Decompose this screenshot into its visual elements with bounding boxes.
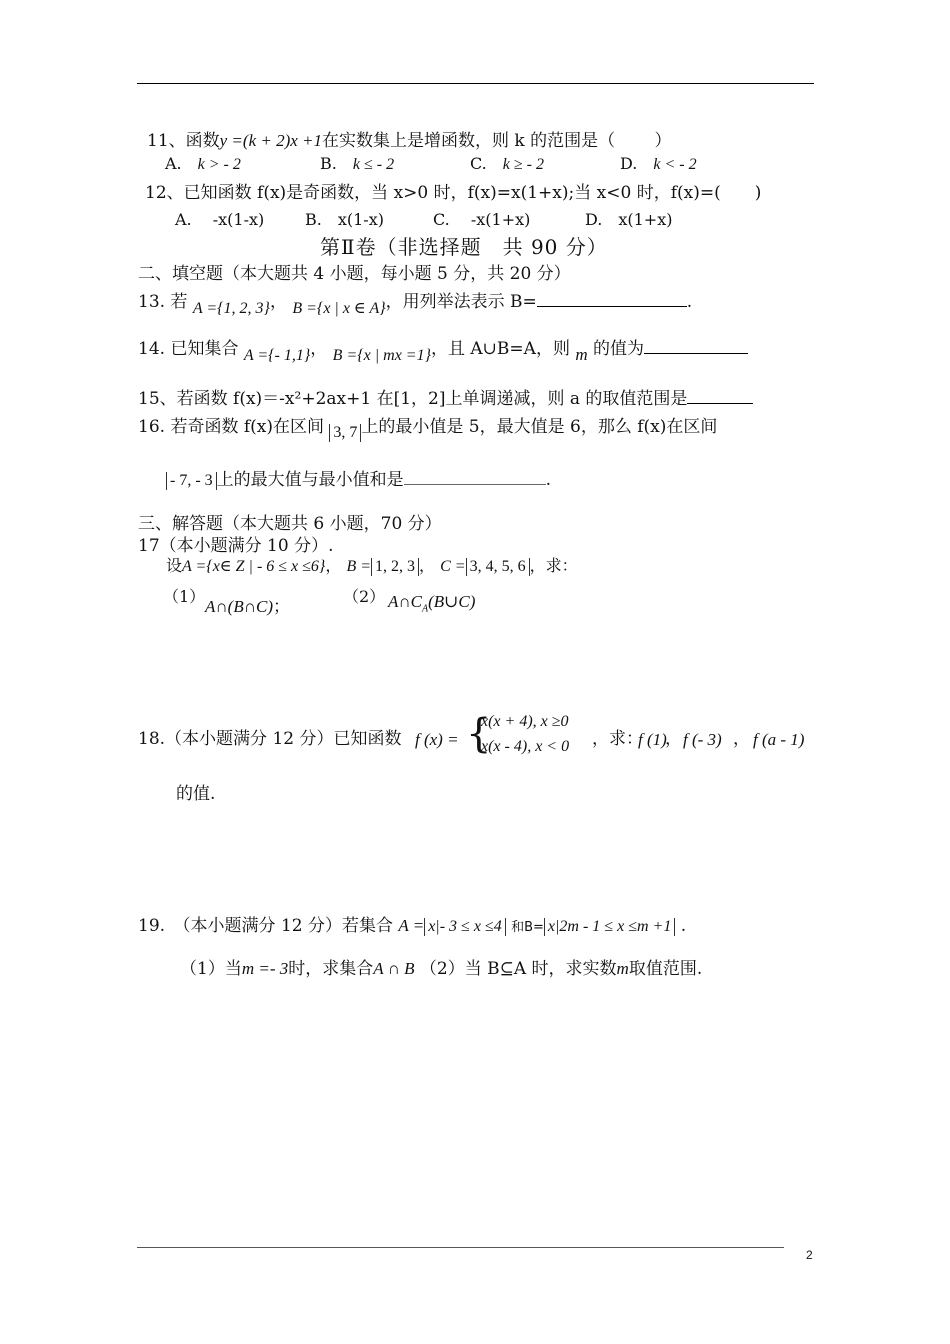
q19-part-1-c: A ∩ B (373, 959, 415, 978)
question-13 (138, 287, 693, 317)
q17-set-b-name: B = (346, 558, 372, 575)
q18-case-1: x(x + 4), x ≥0 (481, 713, 569, 730)
question-16-line-2 (166, 465, 551, 490)
q18-ask: ，求： (592, 729, 643, 749)
section-2-title: 第Ⅱ卷（非选择题 共 90 分） (320, 235, 608, 259)
solve-heading: 三、解答题（本大题共 6 小题，70 分） (138, 514, 442, 534)
q18-value-3: f (a - 1) (753, 730, 805, 749)
q18-sep-2: ， (733, 729, 750, 749)
footer-rule (137, 1247, 784, 1248)
question-16 (138, 412, 718, 441)
q19-part-2-m: m (616, 959, 629, 978)
q11-number: 11、函数 (147, 131, 220, 151)
q18-brace: { (466, 711, 492, 757)
q12-option-b: B. x(1-x) (305, 210, 384, 229)
q17-part-1: A∩(B∩C)； (205, 597, 290, 616)
q17-set-c-name: C = (440, 558, 466, 575)
q11-option-d: D. k < - 2 (620, 154, 697, 173)
question-14 (138, 334, 748, 364)
question-18 (138, 711, 828, 770)
q17-part-2-label: （2） (343, 587, 386, 606)
q17-comma-2: ， (419, 556, 436, 575)
question-11 (147, 126, 672, 151)
q16-end: . (545, 470, 552, 490)
q11-formula: y =(k + 2)x +1 (219, 131, 323, 150)
q11-option-b: B. k ≤ - 2 (320, 154, 395, 173)
q12-option-d: D. x(1+x) (585, 210, 673, 229)
q19-prefix: 19. （本小题满分 12 分）若集合 (138, 916, 393, 936)
q19-end: . (680, 916, 687, 936)
q17-set-b: 1, 2, 3 (371, 558, 419, 576)
q19-part-2-a: （2）当 B⊆A 时，求实数 (419, 959, 617, 979)
q19-part-1-b: 时，求集合 (288, 959, 374, 979)
q16-line-2-text: 上的最大值与最小值和是 (216, 470, 404, 490)
q17-part-1-label: （1） (163, 587, 206, 606)
question-15 (138, 384, 753, 409)
q11-text: 在实数集上是增函数，则 k 的范围是（ ） (322, 131, 672, 151)
q11-option-a: A. k > - 2 (165, 154, 241, 173)
q13-comma: ， (269, 292, 287, 312)
page-number: 2 (806, 1248, 813, 1262)
q19-part-2-b: 取值范围. (628, 959, 703, 979)
q19-set-b: x|2m - 1 ≤ x ≤m +1 (544, 918, 675, 936)
q16-interval-1: 3, 7 (329, 424, 361, 442)
q19-and-b: 和B= (511, 920, 544, 935)
q14-comma: ， (310, 339, 328, 359)
q18-value-2: f (- 3) (683, 730, 722, 749)
question-12: 12、已知函数 f(x)是奇函数，当 x>0 时，f(x)=x(1+x);当 x<0 时，f(x)=( ) (145, 183, 762, 203)
q13-prefix: 13. 若 (138, 292, 188, 312)
q17-comma-1: ， (325, 556, 342, 575)
q17-set-a: A ={x∈ Z | - 6 ≤ x ≤6} (182, 558, 326, 575)
q18-function-name: f (x) = (415, 730, 459, 749)
q16-answer-blank[interactable] (404, 484, 546, 485)
q13-suffix: ，用列举法表示 B= (385, 292, 537, 312)
fill-in-heading: 二、填空题（本大题共 4 小题，每小题 5 分，共 20 分） (138, 264, 571, 284)
q16-prefix: 16. 若奇函数 f(x)在区间 (138, 417, 324, 437)
q13-answer-blank[interactable] (537, 306, 687, 307)
question-18-line-2: 的值. (176, 784, 216, 804)
q19-part-1-m: m =- 3 (241, 959, 289, 978)
q14-mid: ，且 A∪B=A，则 (431, 339, 570, 359)
q18-prefix: 18.（本小题满分 12 分）已知函数 (138, 729, 402, 749)
question-17-parts (163, 584, 523, 614)
q14-m: m (575, 345, 588, 364)
q12-option-a: A. -x(1-x) (175, 210, 265, 229)
q16-interval-2: - 7, - 3 (166, 472, 217, 490)
header-rule (137, 83, 814, 84)
q14-suffix: 的值为 (593, 339, 645, 359)
q17-let: 设 (166, 556, 183, 575)
q13-set-a: A ={1, 2, 3} (192, 300, 270, 317)
q14-set-a: A ={- 1,1} (243, 347, 311, 364)
q18-sep-1: ， (665, 729, 682, 749)
q11-option-c: C. k ≥ - 2 (470, 154, 544, 173)
q14-answer-blank[interactable] (644, 353, 748, 354)
question-17-title: 17（本小题满分 10 分）. (138, 536, 334, 556)
q13-set-b: B ={x | x ∈ A} (292, 300, 386, 317)
question-17-sets (166, 553, 578, 576)
q18-case-2: x(x - 4), x < 0 (481, 738, 570, 755)
q17-ask: ，求： (529, 556, 578, 575)
q15-text: 15、若函数 f(x)＝-x²+2ax+1 在[1，2]上单调递减，则 a 的取值范围是 (138, 389, 688, 409)
q14-set-b: B ={x | mx =1} (332, 347, 431, 364)
q19-set-a-name: A = (398, 916, 425, 935)
q15-answer-blank[interactable] (687, 403, 753, 404)
question-19-parts (180, 954, 702, 979)
q16-suffix: 上的最小值是 5，最大值是 6，那么 f(x)在区间 (361, 417, 718, 437)
q17-set-c: 3, 4, 5, 6 (466, 558, 530, 576)
q18-value-1: f (1) (638, 730, 667, 749)
question-19 (138, 911, 686, 936)
q19-set-a: x|- 3 ≤ x ≤4 (424, 918, 506, 936)
q12-option-c: C. -x(1+x) (433, 210, 531, 229)
q17-part-2: $A\cap C_A(B\cup C)$ (388, 592, 476, 615)
q19-part-1-a: （1）当 (180, 959, 242, 979)
q13-end: . (686, 292, 693, 312)
q14-prefix: 14. 已知集合 (138, 339, 239, 359)
